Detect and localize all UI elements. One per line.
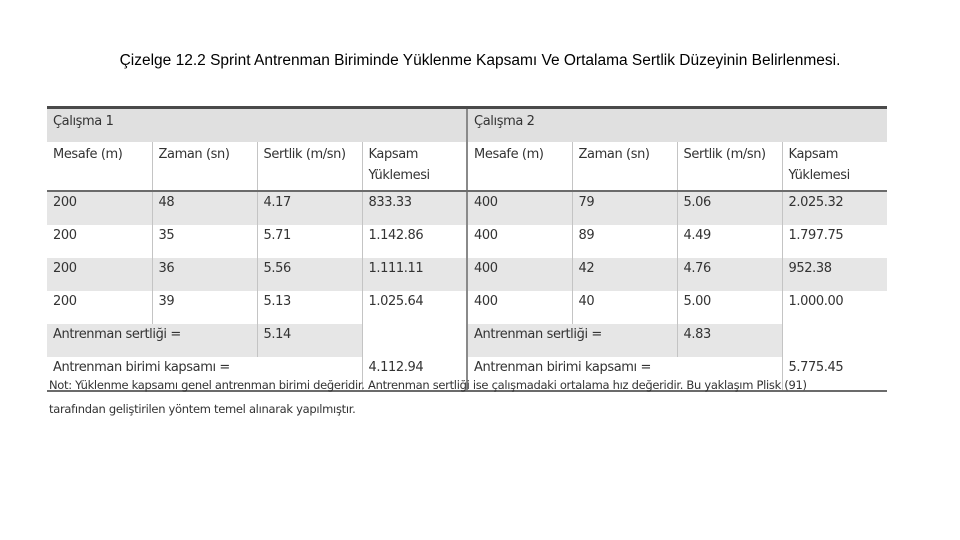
cell: 400 — [467, 191, 572, 225]
cell: 5.13 — [257, 291, 362, 324]
intensity-label: Antrenman sertliği = — [47, 324, 257, 357]
volume-value-2: 5.775.45 — [782, 357, 887, 391]
cell: 1.111.11 — [362, 258, 467, 291]
note-line-2: tarafından geliştirilen yöntem temel alınarak yapılmıştır. — [49, 402, 356, 416]
cell: 40 — [572, 291, 677, 324]
cell: 200 — [47, 191, 152, 225]
empty-cell — [362, 324, 467, 357]
column-header-row — [47, 142, 887, 191]
cell: 1.025.64 — [362, 291, 467, 324]
intensity-label: Antrenman sertliği = — [467, 324, 677, 357]
cell: 35 — [152, 225, 257, 258]
study-2-label: Çalışma 2 — [467, 108, 887, 143]
header-time: Zaman (sn) — [152, 142, 257, 191]
header-volume: Kapsam Yüklemesi — [362, 142, 467, 191]
cell: 200 — [47, 258, 152, 291]
intensity-value-2: 4.83 — [677, 324, 782, 357]
table-row — [47, 291, 887, 324]
cell: 4.76 — [677, 258, 782, 291]
study-header-row — [47, 108, 887, 143]
cell: 952.38 — [782, 258, 887, 291]
volume-value-1: 4.112.94 — [362, 357, 467, 391]
intensity-summary-row — [47, 324, 887, 357]
table-note — [49, 373, 919, 421]
cell: 400 — [467, 291, 572, 324]
cell: 400 — [467, 225, 572, 258]
header-distance: Mesafe (m) — [467, 142, 572, 191]
empty-cell — [782, 324, 887, 357]
cell: 48 — [152, 191, 257, 225]
header-intensity: Sertlik (m/sn) — [257, 142, 362, 191]
cell: 4.17 — [257, 191, 362, 225]
cell: 5.06 — [677, 191, 782, 225]
cell: 833.33 — [362, 191, 467, 225]
header-time: Zaman (sn) — [572, 142, 677, 191]
header-intensity: Sertlik (m/sn) — [677, 142, 782, 191]
study-1-label: Çalışma 1 — [47, 108, 467, 143]
cell: 200 — [53, 228, 77, 243]
note-line-1: Not: Yüklenme kapsamı genel antrenman birimi değeridir. Antrenman sertliği ise çalışmadaki ortalama hız değeridir. Bu yaklaşım Plisk (91) — [49, 378, 807, 392]
intensity-value-1: 5.14 — [257, 324, 362, 357]
cell: 5.00 — [677, 291, 782, 324]
cell: 42 — [572, 258, 677, 291]
cell: 5.71 — [257, 225, 362, 258]
cell: 1.797.75 — [782, 225, 887, 258]
table-row — [47, 258, 887, 291]
cell: 36 — [152, 258, 257, 291]
cell: 79 — [572, 191, 677, 225]
cell: 89 — [572, 225, 677, 258]
cell: 2.025.32 — [782, 191, 887, 225]
cell: 4.49 — [677, 225, 782, 258]
cell: 5.56 — [257, 258, 362, 291]
header-distance: Mesafe (m) — [47, 142, 152, 191]
table-caption: Çizelge 12.2 Sprint Antrenman Biriminde Yüklenme Kapsamı Ve Ortalama Sertlik Düzeyinin Belirlenmesi. — [119, 52, 841, 69]
table-row — [47, 191, 887, 225]
cell: 400 — [467, 258, 572, 291]
volume-label: Antrenman birimi kapsamı = — [47, 357, 362, 391]
volume-label: Antrenman birimi kapsamı = — [467, 357, 782, 391]
table-row — [47, 225, 887, 258]
cell: 1.142.86 — [362, 225, 467, 258]
header-volume: Kapsam Yüklemesi — [782, 142, 887, 191]
cell: 1.000.00 — [782, 291, 887, 324]
data-table — [47, 106, 887, 392]
cell: 39 — [152, 291, 257, 324]
cell: 200 — [53, 294, 77, 309]
